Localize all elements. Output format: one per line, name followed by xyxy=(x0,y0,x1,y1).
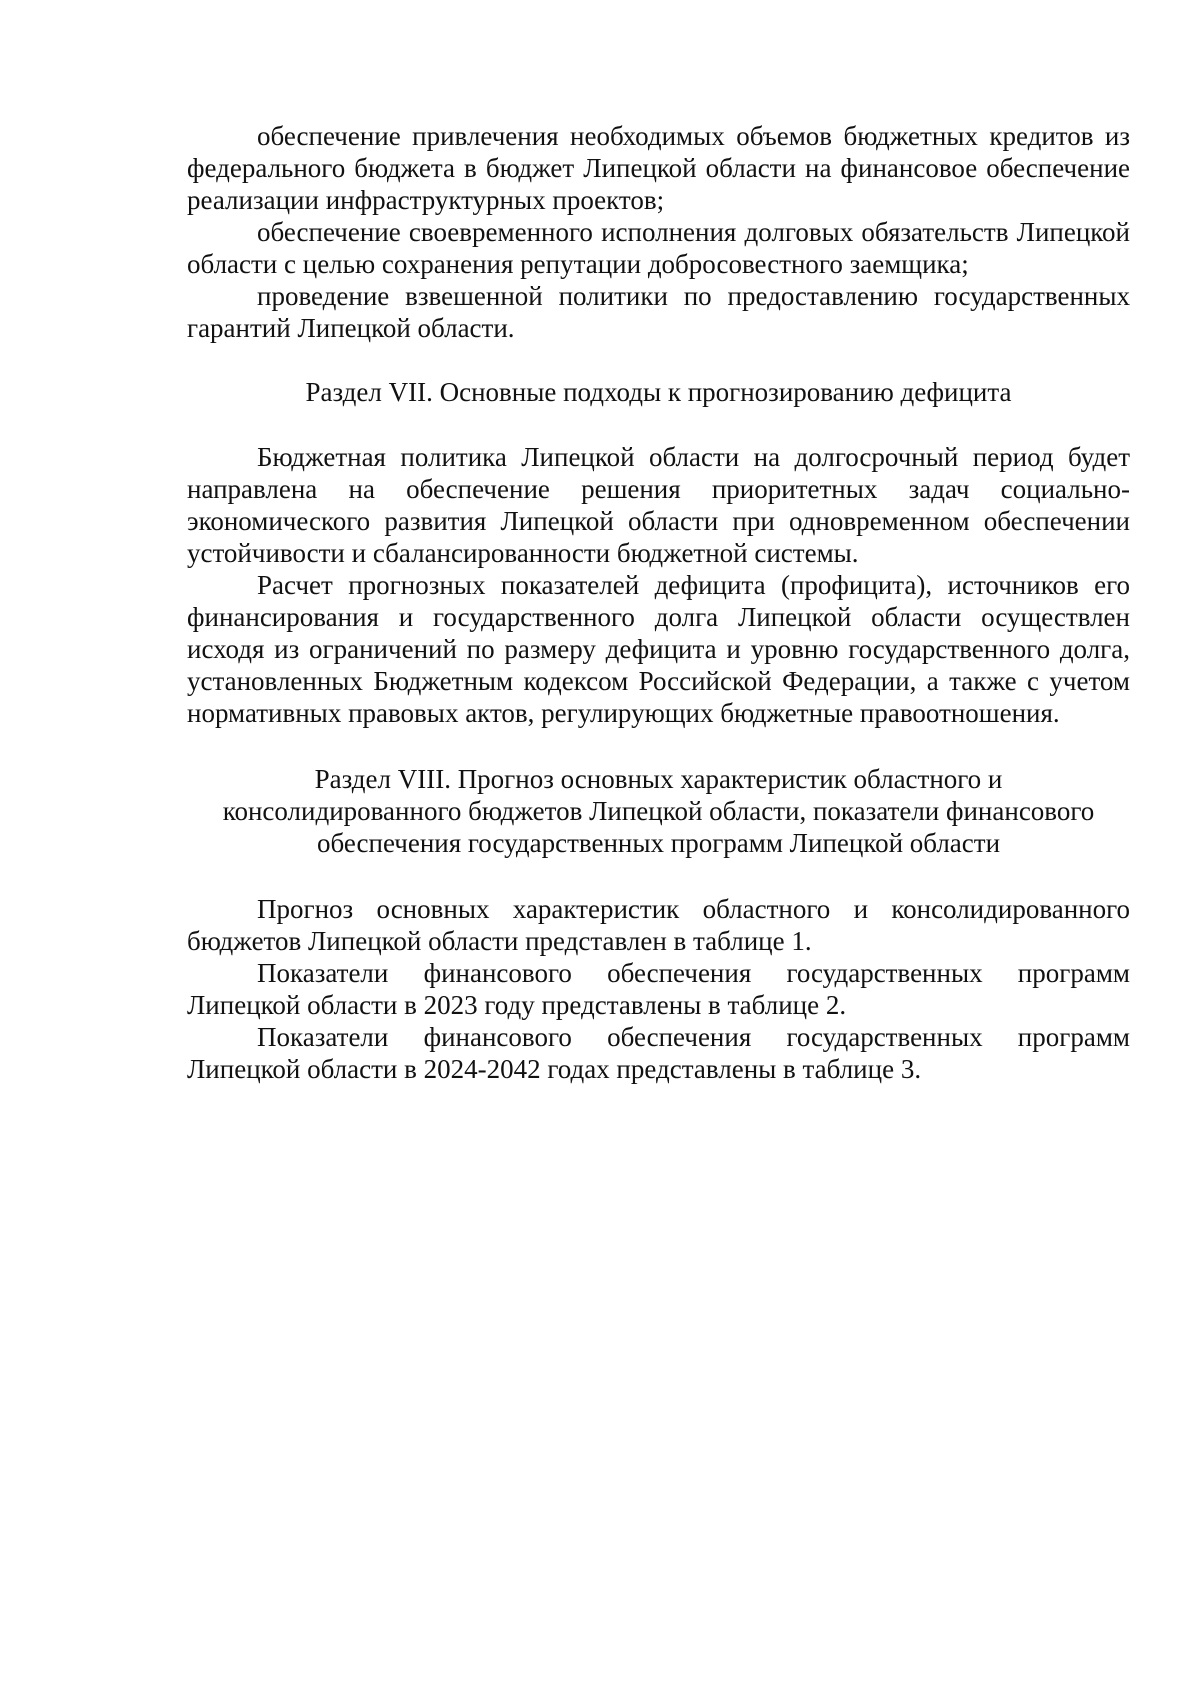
paragraph-deficit-calculation: Расчет прогнозных показателей дефицита (профицита), источников его финансирования и государственного долга Липецкой области осуществлен исходя из ограничений по размеру дефицита и уровню государственного долга, установленных Бюджетным кодексом Российской Федерации, а также с учетом нормативных правовых актов, регулирующих бюджетные правоотношения. xyxy=(187,570,1130,728)
document-page xyxy=(187,120,1130,1085)
section-8-heading-line: обеспечения государственных программ Липецкой области xyxy=(316,828,1001,858)
section-8-heading-line: консолидированного бюджетов Липецкой области, показатели финансового xyxy=(222,796,1095,826)
paragraph-table-3: Показатели финансового обеспечения государственных программ Липецкой области в 2024-2042 годах представлены в таблице 3. xyxy=(187,1022,1130,1084)
paragraph-table-2: Показатели финансового обеспечения государственных программ Липецкой области в 2023 году представлены в таблице 2. xyxy=(187,958,1130,1020)
paragraph-budget-policy: Бюджетная политика Липецкой области на долгосрочный период будет направлена на обеспечение решения приоритетных задач социально-экономического развития Липецкой области при одновременном обеспечении устойчивости и сбалансированности бюджетной системы. xyxy=(187,442,1130,568)
paragraph-table-1: Прогноз основных характеристик областного и консолидированного бюджетов Липецкой области представлен в таблице 1. xyxy=(187,894,1130,956)
section-8-heading-line: Раздел VIII. Прогноз основных характеристик областного и xyxy=(314,764,1003,794)
paragraph-budget-credits: обеспечение привлечения необходимых объемов бюджетных кредитов из федерального бюджета в бюджет Липецкой области на финансовое обеспечение реализации инфраструктурных проектов; xyxy=(187,121,1130,215)
section-7-heading: Раздел VII. Основные подходы к прогнозированию дефицита xyxy=(305,377,1012,407)
paragraph-debt-obligations: обеспечение своевременного исполнения долговых обязательств Липецкой области с целью сохранения репутации добросовестного заемщика; xyxy=(187,217,1130,279)
section-8-heading xyxy=(187,763,1130,859)
paragraph-state-guarantees: проведение взвешенной политики по предоставлению государственных гарантий Липецкой области. xyxy=(187,281,1130,343)
